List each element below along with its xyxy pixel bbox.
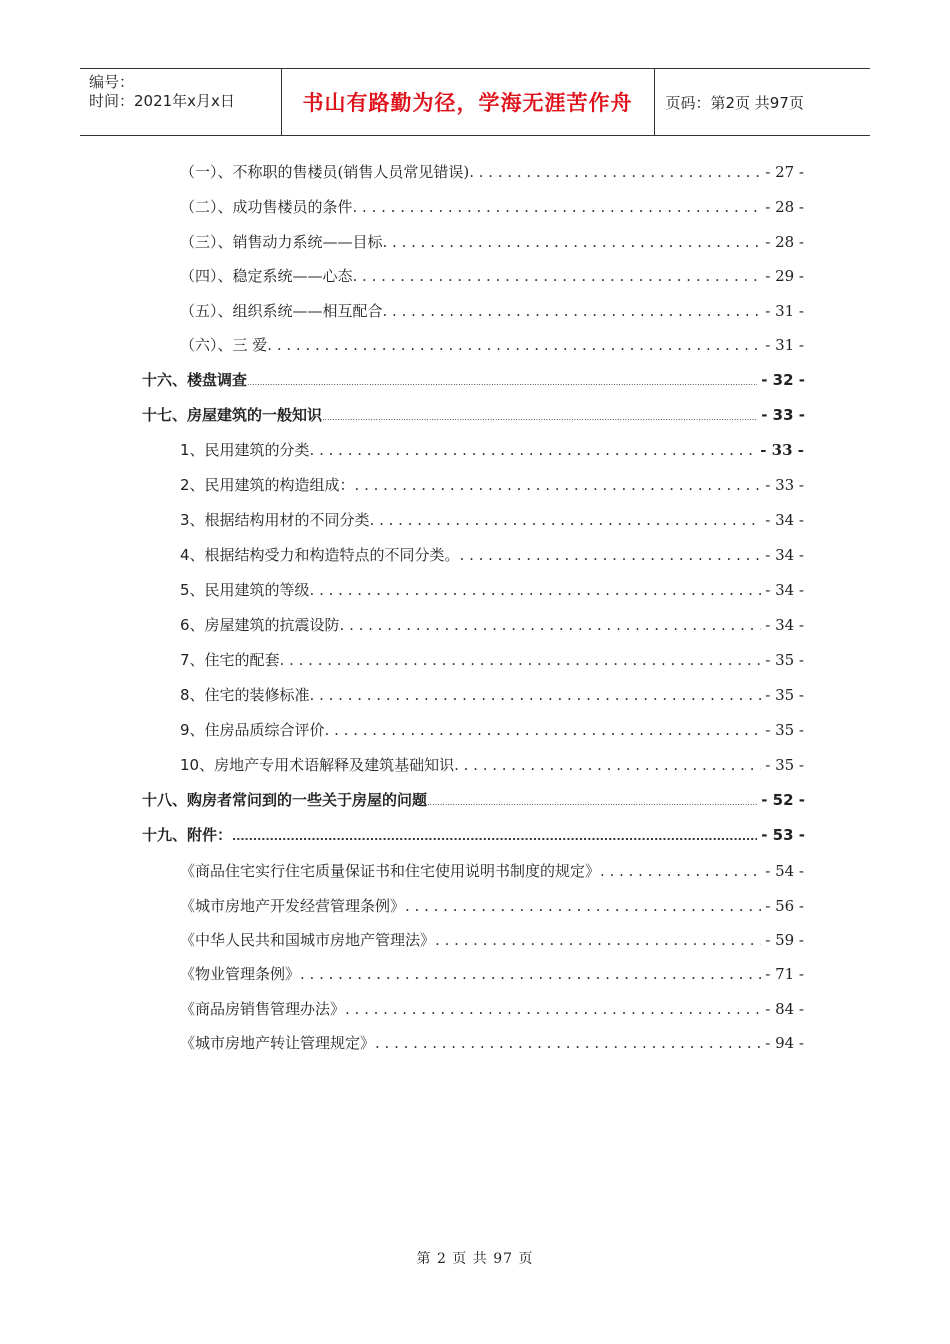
toc-leader xyxy=(600,862,761,880)
toc-leader xyxy=(310,581,762,599)
toc-entry[interactable] xyxy=(180,929,804,950)
toc-leader xyxy=(267,336,761,354)
toc-leader xyxy=(353,198,762,216)
toc-leader xyxy=(247,378,757,387)
toc-entry-title: 《中华人民共和国城市房地产管理法》 xyxy=(180,931,436,949)
toc-entry[interactable] xyxy=(142,789,805,810)
page-footer: 第 2 页 共 97 页 xyxy=(416,1251,534,1267)
toc-entry-title: 9、住房品质综合评价 xyxy=(180,721,325,739)
toc-entry-page: - 32 - xyxy=(761,371,805,389)
toc-entry[interactable] xyxy=(180,231,804,252)
toc-entry-page: - 56 - xyxy=(765,897,804,915)
toc-entry-title: 7、住宅的配套 xyxy=(180,651,280,669)
toc-entry-page: - 27 - xyxy=(765,163,804,181)
toc-leader xyxy=(383,302,762,320)
toc-entry-page: - 33 - xyxy=(760,441,804,459)
toc-entry-page: - 52 - xyxy=(761,791,805,809)
toc-entry[interactable] xyxy=(180,860,804,881)
toc-entry-title: 5、民用建筑的等级 xyxy=(180,581,310,599)
toc-entry-title: 4、根据结构受力和构造特点的不同分类。 xyxy=(180,546,460,564)
toc-entry-title: 《物业管理条例》 xyxy=(180,965,301,983)
toc-entry-title: 十八、购房者常问到的一些关于房屋的问题 xyxy=(142,791,428,809)
toc-leader xyxy=(353,267,762,285)
header-time: 时间：2021年x月x日 xyxy=(89,92,235,110)
header-motto-cell xyxy=(281,69,654,136)
toc-entry-title: 十九、附件： xyxy=(142,826,233,844)
toc-entry-page: - 35 - xyxy=(765,721,804,739)
toc-entry-page: - 34 - xyxy=(765,616,804,634)
toc-leader xyxy=(375,1034,761,1052)
toc-entry-title: 十六、楼盘调查 xyxy=(142,371,248,389)
toc-entry-page: - 28 - xyxy=(765,198,804,216)
toc-leader xyxy=(310,686,762,704)
toc-leader xyxy=(383,233,762,251)
page-header xyxy=(80,68,870,136)
toc-entry[interactable] xyxy=(180,614,804,635)
toc-entry[interactable] xyxy=(180,439,804,460)
toc-entry[interactable] xyxy=(180,509,804,530)
toc-entry-page: - 35 - xyxy=(765,686,804,704)
toc-entry-page: - 35 - xyxy=(765,651,804,669)
toc-leader xyxy=(345,1000,761,1018)
toc-leader xyxy=(322,413,757,422)
toc-entry[interactable] xyxy=(142,824,805,845)
toc-entry[interactable] xyxy=(180,754,804,775)
header-number: 编号： xyxy=(89,73,135,91)
toc-leader xyxy=(460,546,762,564)
toc-leader xyxy=(355,476,762,494)
toc-leader xyxy=(427,798,757,807)
toc-leader xyxy=(405,897,761,915)
toc-entry-page: - 59 - xyxy=(765,931,804,949)
toc-leader xyxy=(340,616,762,634)
toc-entry-page: - 94 - xyxy=(765,1034,804,1052)
header-page-info: 页码：第2页 共97页 xyxy=(654,69,870,136)
toc-entry-title: 2、民用建筑的构造组成： xyxy=(180,476,355,494)
toc-entry-page: - 34 - xyxy=(765,581,804,599)
toc-entry[interactable] xyxy=(180,196,804,217)
toc-entry-page: - 31 - xyxy=(765,302,804,320)
toc-entry[interactable] xyxy=(180,963,804,984)
toc-entry[interactable] xyxy=(180,161,804,182)
toc-entry-title: （二）、成功售楼员的条件 xyxy=(180,198,353,216)
toc-entry[interactable] xyxy=(142,369,805,390)
toc-entry[interactable] xyxy=(180,684,804,705)
toc-entry-title: 《商品房销售管理办法》 xyxy=(180,1000,346,1018)
toc-entry-title: 十七、房屋建筑的一般知识 xyxy=(142,406,323,424)
toc-entry[interactable] xyxy=(180,300,804,321)
toc-leader xyxy=(469,163,761,181)
toc-entry[interactable] xyxy=(180,579,804,600)
toc-entry-title: 10、房地产专用术语解释及建筑基础知识 xyxy=(180,756,455,774)
toc-entry[interactable] xyxy=(180,719,804,740)
toc-entry-page: - 71 - xyxy=(765,965,804,983)
toc-entry[interactable] xyxy=(180,895,804,916)
toc-entry-page: - 84 - xyxy=(765,1000,804,1018)
toc-leader xyxy=(310,441,757,459)
toc-entry[interactable] xyxy=(180,334,804,355)
toc-leader xyxy=(435,931,761,949)
toc-entry-page: - 34 - xyxy=(765,511,804,529)
toc-entry-page: - 33 - xyxy=(765,476,804,494)
toc-entry-title: 8、住宅的装修标准 xyxy=(180,686,310,704)
toc-entry-title: （三）、销售动力系统——目标 xyxy=(180,233,383,251)
toc-entry[interactable] xyxy=(180,544,804,565)
toc-entry[interactable] xyxy=(180,1032,804,1053)
toc-entry-page: - 35 - xyxy=(765,756,804,774)
toc-leader xyxy=(280,651,762,669)
toc-leader xyxy=(325,721,762,739)
header-motto: 书山有路勤为径，学海无涯苦作舟 xyxy=(302,91,633,115)
toc-entry[interactable] xyxy=(180,474,804,495)
toc-entry-page: - 29 - xyxy=(765,267,804,285)
toc-entry-page: - 34 - xyxy=(765,546,804,564)
toc-entry-title: 《城市房地产转让管理规定》 xyxy=(180,1034,376,1052)
toc-leader xyxy=(300,965,761,983)
toc-leader xyxy=(454,756,761,774)
toc-entry-title: 《商品住宅实行住宅质量保证书和住宅使用说明书制度的规定》 xyxy=(180,862,601,880)
header-meta xyxy=(80,69,281,136)
toc-entry-title: （五）、组织系统——相互配合 xyxy=(180,302,383,320)
toc-entry[interactable] xyxy=(180,649,804,670)
toc-entry[interactable] xyxy=(142,404,805,425)
toc-leader xyxy=(232,830,757,843)
toc-entry-title: 3、根据结构用材的不同分类 xyxy=(180,511,370,529)
toc-entry-page: - 53 - xyxy=(761,826,805,844)
toc-entry-page: - 54 - xyxy=(765,862,804,880)
toc-entry-page: - 28 - xyxy=(765,233,804,251)
toc-entry-title: （四）、稳定系统——心态 xyxy=(180,267,353,285)
toc-entry[interactable] xyxy=(180,998,804,1019)
toc-entry-page: - 31 - xyxy=(765,336,804,354)
toc-entry-title: 1、民用建筑的分类 xyxy=(180,441,310,459)
toc-entry[interactable] xyxy=(180,265,804,286)
toc-entry-title: （一）、不称职的售楼员(销售人员常见错误) xyxy=(180,163,470,181)
toc-entry-title: 6、房屋建筑的抗震设防 xyxy=(180,616,340,634)
toc-entry-title: 《城市房地产开发经营管理条例》 xyxy=(180,897,406,915)
toc-entry-title: （六）、三 爱 xyxy=(180,336,268,354)
toc-entry-page: - 33 - xyxy=(761,406,805,424)
toc-leader xyxy=(370,511,762,529)
